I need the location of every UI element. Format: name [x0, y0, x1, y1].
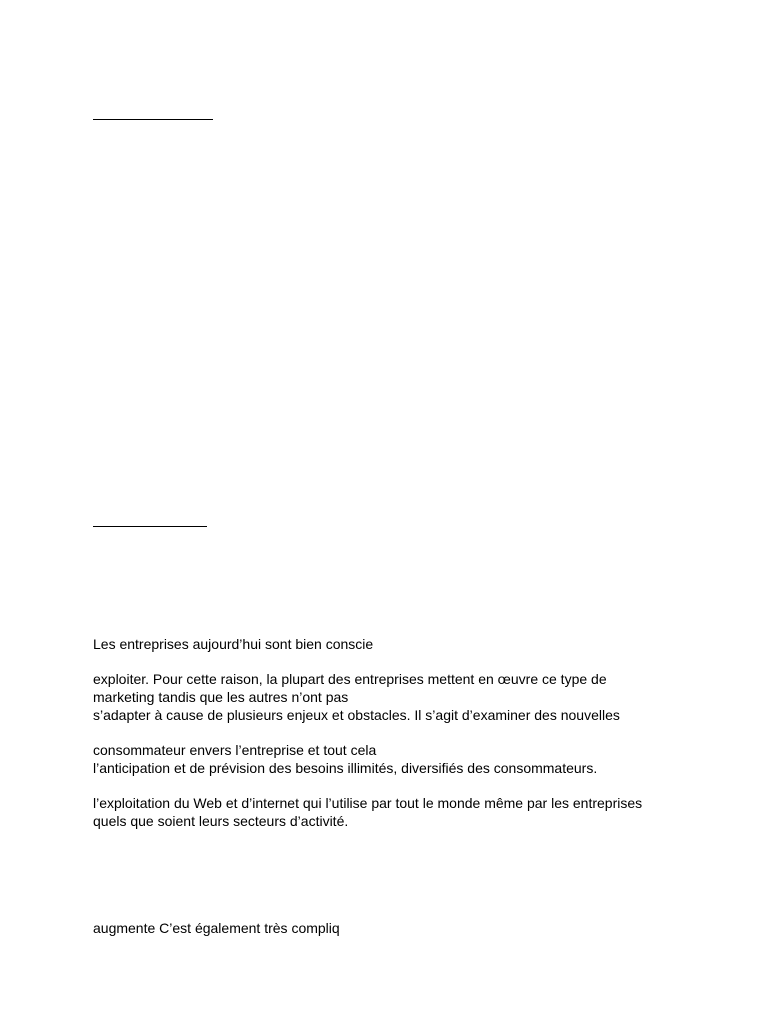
text-line: exploiter. Pour cette raison, la plupart des entreprises mettent en œuvre ce type de	[93, 671, 607, 687]
text-line: l’anticipation et de prévision des besoins illimités, diversifiés des consommateurs.	[93, 760, 598, 776]
text-line: quels que soient leurs secteurs d’activité.	[93, 813, 349, 829]
text-line: augmente C’est également très compliq	[93, 920, 340, 936]
horizontal-rule	[93, 119, 213, 120]
text-line: Les entreprises aujourd’hui sont bien conscie	[93, 636, 374, 652]
text-line: marketing tandis que les autres n’ont pas	[93, 689, 349, 705]
text-line: l’exploitation du Web et d’internet qui l’utilise par tout le monde même par les entreprises	[93, 795, 643, 811]
text-line: consommateur envers l’entreprise et tout cela	[93, 742, 377, 758]
text-line: s’adapter à cause de plusieurs enjeux et obstacles. Il s’agit d’examiner des nouvelles	[93, 707, 620, 723]
horizontal-rule	[93, 526, 207, 527]
